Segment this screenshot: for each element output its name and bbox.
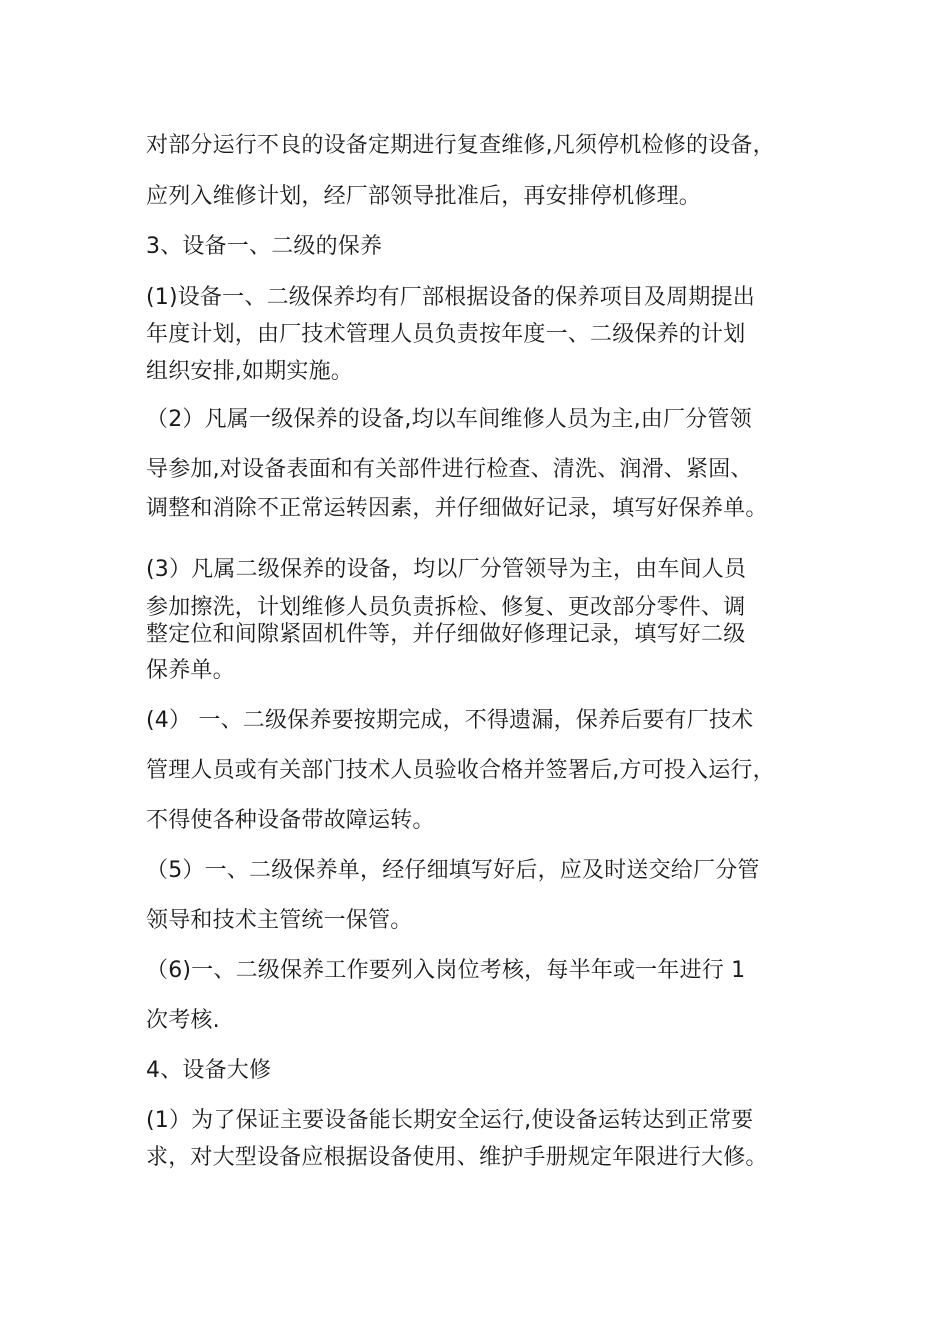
text-line: 年度计划，由厂技术管理人员负责按年度一、二级保养的计划	[146, 322, 746, 347]
text-line: （2）凡属一级保养的设备,均以车间维修人员为主,由厂分管领	[146, 407, 752, 432]
text-line: (4） 一、二级保养要按期完成，不得遗漏，保养后要有厂技术	[146, 708, 754, 733]
text-line: 次考核.	[146, 1008, 220, 1033]
text-line: 整定位和间隙紧固机件等，并仔细做好修理记录，填写好二级	[146, 622, 746, 647]
text-line: (1）为了保证主要设备能长期安全运行,使设备运转达到正常要	[146, 1108, 754, 1133]
text-line: 领导和技术主管统一保管。	[146, 908, 413, 933]
text-line: (1)设备一、二级保养均有厂部根据设备的保养项目及周期提出	[146, 285, 755, 310]
text-line: (3）凡属二级保养的设备，均以厂分管领导为主，由车间人员	[146, 557, 747, 582]
section-heading: 4、设备大修	[146, 1058, 272, 1083]
text-line: 对部分运行不良的设备定期进行复查维修,凡须停机检修的设备，	[146, 133, 775, 158]
text-line: 组织安排,如期实施。	[146, 359, 353, 384]
text-line: 不得使各种设备带故障运转。	[146, 808, 435, 833]
text-line: （5）一、二级保养单，经仔细填写好后，应及时送交给厂分管	[146, 858, 760, 883]
text-line: 调整和消除不正常运转因素，并仔细做好记录，填写好保养单。	[146, 496, 768, 521]
text-line: 保养单。	[146, 658, 235, 683]
section-heading: 3、设备一、二级的保养	[146, 234, 383, 259]
text-line: 应列入维修计划，经厂部领导批准后，再安排停机修理。	[146, 184, 702, 209]
text-line: （6)一、二级保养工作要列入岗位考核，每半年或一年进行 1	[146, 958, 746, 983]
text-line: 求，对大型设备应根据设备使用、维护手册规定年限进行大修。	[146, 1145, 768, 1170]
text-line: 管理人员或有关部门技术人员验收合格并签署后,方可投入运行，	[146, 758, 775, 783]
text-line: 导参加,对设备表面和有关部件进行检查、清洗、润滑、紧固、	[146, 457, 753, 482]
text-line: 参加擦洗，计划维修人员负责拆检、修复、更改部分零件、调	[146, 595, 746, 620]
